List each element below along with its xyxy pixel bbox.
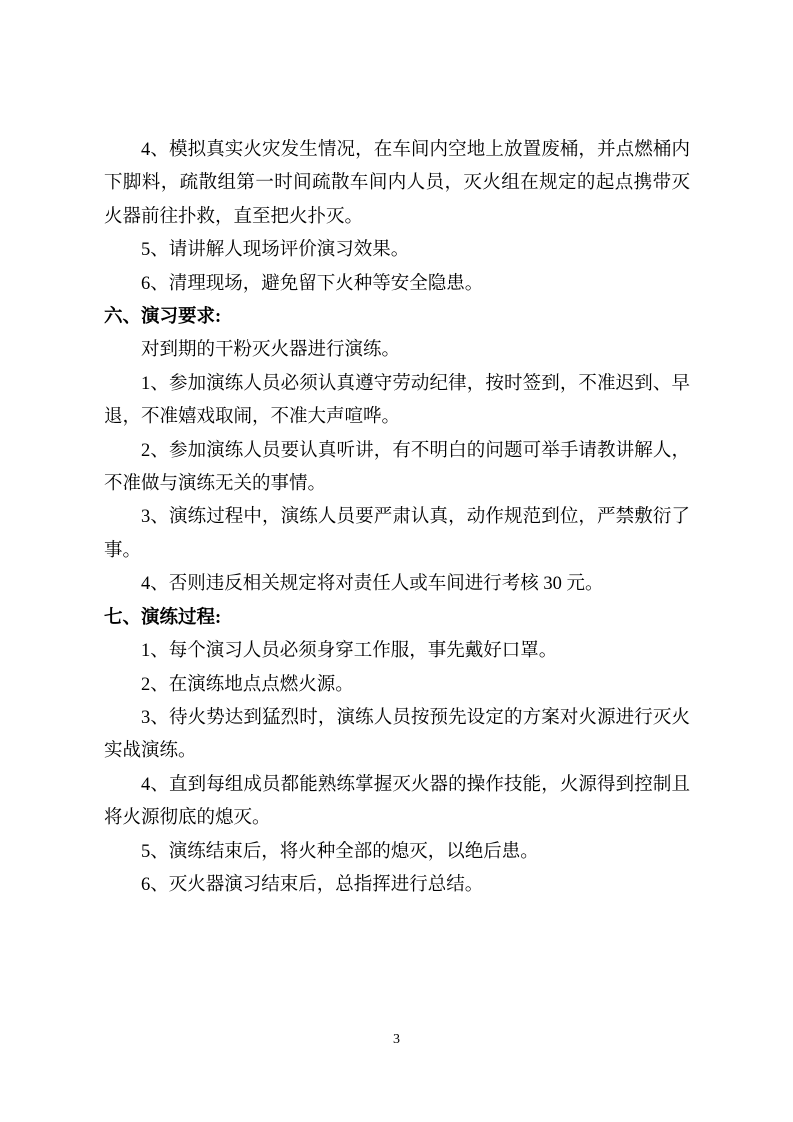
section-heading: 七、演练过程:	[104, 607, 222, 628]
paragraph: 5、请讲解人现场评价演习效果。	[141, 240, 410, 261]
document-body	[104, 134, 690, 902]
paragraph: 4、否则违反相关规定将对责任人或车间进行考核 30 元。	[141, 574, 604, 595]
paragraph: 对到期的干粉灭火器进行演练。	[141, 340, 401, 361]
paragraph: 6、清理现场，避免留下火种等安全隐患。	[141, 273, 484, 294]
paragraph: 2、参加演练人员要认真听讲，有不明白的问题可举手请教讲解人，不准做与演练无关的事情。	[104, 440, 690, 495]
paragraph: 1、参加演练人员必须认真遵守劳动纪律，按时签到，不准迟到、早退，不准嬉戏取闹，不准大声喧哗。	[104, 373, 690, 428]
page-footer	[0, 1030, 793, 1050]
page-number: 3	[393, 1032, 400, 1047]
paragraph: 3、待火势达到猛烈时，演练人员按预先设定的方案对火源进行灭火实战演练。	[104, 707, 690, 762]
paragraph: 4、直到每组成员都能熟练掌握灭火器的操作技能，火源得到控制且将火源彻底的熄灭。	[104, 774, 690, 829]
paragraph: 6、灭火器演习结束后，总指挥进行总结。	[141, 874, 484, 895]
paragraph: 5、演练结束后，将火种全部的熄灭，以绝后患。	[141, 841, 539, 862]
paragraph: 2、在演练地点点燃火源。	[141, 674, 354, 695]
paragraph: 4、模拟真实火灾发生情况，在车间内空地上放置废桶，并点燃桶内下脚料，疏散组第一时间疏散车间内人员，灭火组在规定的起点携带灭火器前往扑救，直至把火扑灭。	[104, 140, 690, 227]
paragraph: 3、演练过程中，演练人员要严肃认真，动作规范到位，严禁敷衍了事。	[104, 507, 690, 561]
paragraph: 1、每个演习人员必须身穿工作服，事先戴好口罩。	[141, 641, 558, 662]
section-heading: 六、演习要求:	[104, 307, 222, 328]
